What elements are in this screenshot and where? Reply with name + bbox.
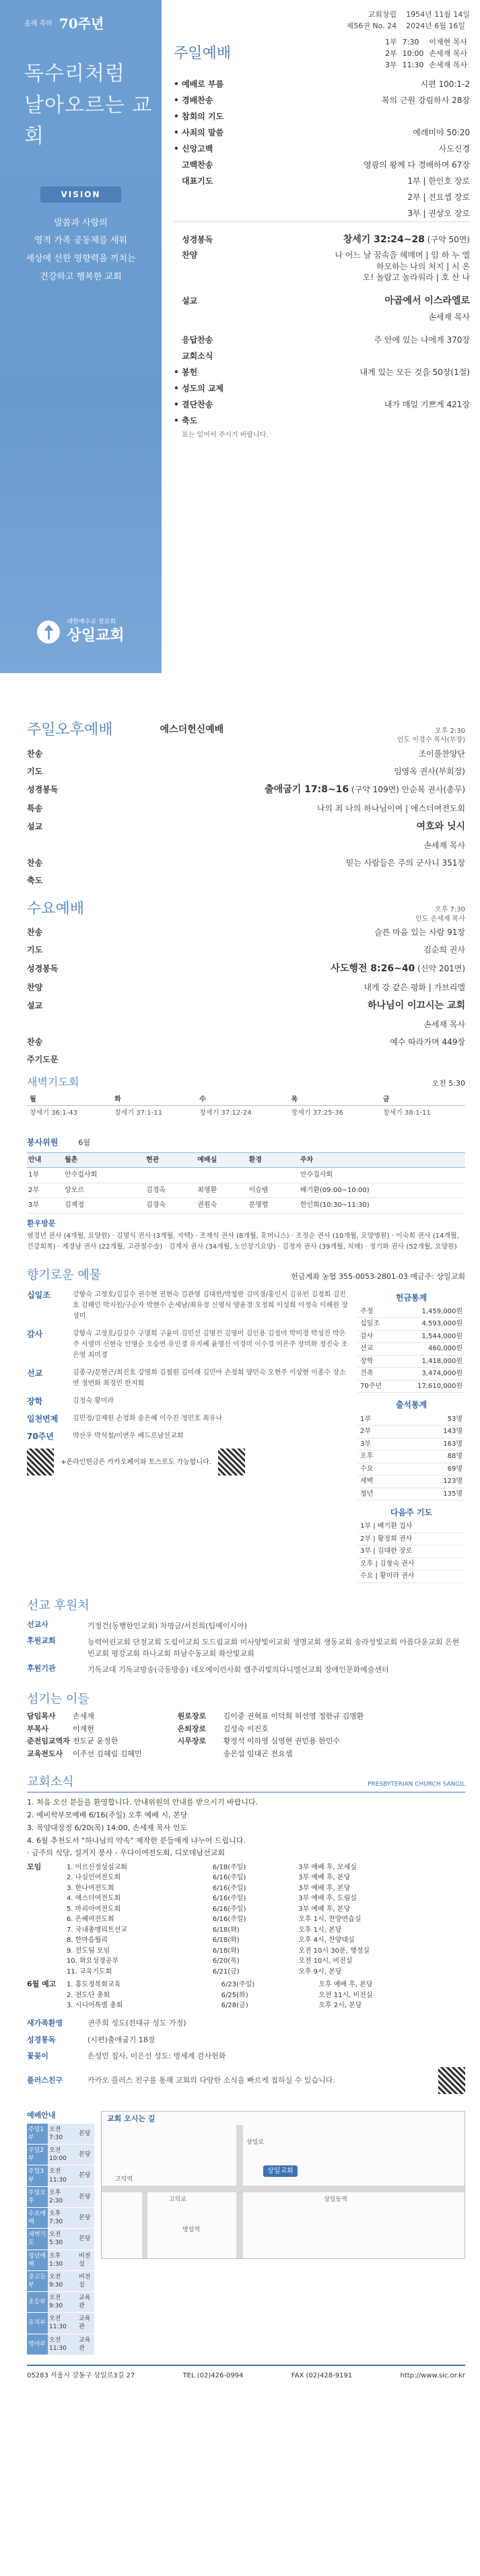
footer-fax: FAX (02)428-9191	[291, 2371, 353, 2379]
map-label: 고덕역	[115, 2175, 133, 2183]
sunday-order	[174, 77, 470, 440]
plus-friend-qr-icon[interactable]	[438, 2067, 465, 2094]
issue-label: 제56권 No. 24	[346, 21, 397, 30]
service-title: 봉사위원	[27, 1137, 59, 1147]
order-item: • 참회의 기도	[174, 111, 224, 121]
map-road-vertical-2	[142, 2192, 147, 2258]
table-row: 70주년 17,610,000원	[357, 1380, 465, 1393]
table-row: 2부 143명	[357, 1426, 465, 1438]
table-row: 주일1부 오전 7:30 본당	[27, 2124, 94, 2145]
service-section	[0, 1132, 480, 1253]
stand-note: 표는 일어서 주시기 바랍니다.	[182, 431, 269, 439]
offering-section	[0, 1267, 480, 1582]
next-prayer-title: 다음주 기도	[390, 1508, 433, 1518]
server-item: 교육전도사 이주선 김혜림 김혜민	[27, 1749, 142, 1759]
choir-line: 오! 놀랍고 놀라워라 | 호 산 나	[362, 272, 470, 282]
worship-guide	[27, 2111, 94, 2355]
order-item: • 경배찬송 복의 근원 강림하사 28장	[174, 95, 470, 105]
footer-section	[0, 2111, 480, 2380]
news-extra: 새가족환영 권주희 성도(전대규 성도 가정)	[27, 2018, 186, 2027]
june-label: 6월 예고	[27, 1980, 57, 1989]
server-item: 은퇴장로 김성숙 이진호	[177, 1724, 269, 1733]
cross-logo-icon	[37, 621, 60, 643]
wednesday-row: 주기도문	[27, 1055, 59, 1064]
table-row: 7. 국내총맹리트선교 6/18(화) 오후 1시, 본당	[66, 1926, 342, 1934]
order-item: 3부 | 권상오 장로	[174, 206, 470, 222]
anniversary-small: 올해 축하	[24, 20, 53, 28]
time-row: 1부 7:30 이재현 목사	[385, 38, 467, 46]
closing-row: • 결단찬송 내가 매일 기쁘게 421장	[174, 399, 470, 409]
missionary-section	[0, 1598, 480, 1678]
sermon-row: 설교 아곱에서 이스라엘로	[182, 295, 470, 306]
afternoon-row: 손세재 목사	[423, 841, 465, 851]
wednesday-row: 기도 김순희 권사	[27, 945, 465, 955]
benediction-row: • 축도	[174, 415, 198, 425]
table-row: 1부 안수집사회 안수집사회	[27, 1168, 465, 1183]
table-row: 2. 전도단 총회 6/25(화) 오전 11시, 비전실	[66, 1991, 373, 1999]
attendance-table	[357, 1414, 465, 1501]
map-label: 상일로	[246, 2138, 265, 2146]
table-row: 주일2부 오전 10:00 본당	[27, 2145, 94, 2165]
sermon-preacher: 손세재 목사	[428, 312, 470, 322]
toss-qr-icon[interactable]	[218, 1449, 245, 1475]
table-row: 오후 | 김창숙 권사	[357, 1558, 465, 1570]
offering-category: 선교 김종구/문현근/최진호 강명희 김철원 김미래 김민아 손정희 양민숙 오현주 이상현 이종수 장소연 정연화 최경민 한지희	[27, 1368, 346, 1387]
time-row: 3부 11:30 손세재 목사	[385, 60, 467, 69]
table-row: 8. 한마음월리 6/18(화) 오후 4시, 찬양대실	[66, 1937, 355, 1945]
table-row: 3. 한나여전도회 6/16(주일) 3부 예배 후, 본당	[66, 1884, 351, 1892]
vision-line: 세상에 선한 영향력을 끼치는	[26, 253, 136, 264]
server-item: 담임목사 손세재	[27, 1711, 94, 1720]
servers-title: 섬기는 이들	[27, 1692, 90, 1706]
kakaopay-qr-icon[interactable]	[27, 1449, 54, 1475]
table-row: 4. 에스더여전도회 6/16(주일) 3부 예배 후, 도림실	[66, 1895, 357, 1903]
wednesday-row: 찬양 내게 강 같은 평화 | 가브리엘	[27, 982, 465, 992]
table-row: 1부 53명	[357, 1414, 465, 1426]
offering-account: 헌금계좌 농협 355-0053-2801-03 예금주: 상일교회	[291, 1272, 465, 1282]
server-item: 부목사 이재현	[27, 1724, 94, 1733]
table-row: 감사 1,544,000원	[357, 1330, 465, 1343]
table-row: 유치부 오전 11:30 교육관	[27, 2313, 94, 2334]
footer-contact	[27, 2365, 465, 2381]
sunday-title: 주일예배	[174, 45, 232, 62]
servers-section	[0, 1692, 480, 1760]
list-item: 4. 6월 추천도서 "하나님의 약속" 제작한 분들에게 나누어 드립니다.	[27, 1836, 246, 1845]
founded-date: 1954년 11월 14일	[406, 10, 470, 19]
afternoon-row: 성경봉독 출애굽기 17:8~16 (구약 109면) 안순복 권사(총무)	[27, 784, 465, 796]
scripture-ref: 창세기 32:24~28	[343, 234, 425, 245]
preacher-row	[174, 310, 470, 326]
table-row: 청년예배 오후 1:30 비전실	[27, 2250, 94, 2270]
afternoon-time: 오후 2:30	[435, 727, 465, 735]
attendance-title: 출석통계	[395, 1400, 427, 1410]
wednesday-leader: 인도 손세재 목사	[415, 915, 465, 923]
afternoon-section	[0, 720, 480, 890]
table-row: 건축 3,474,000원	[357, 1368, 465, 1381]
fellowship-row: • 성도의 교제	[174, 383, 224, 393]
table-row: 중고등부 오전 9:30 비전실	[27, 2270, 94, 2291]
table-row: 영아부 오전 11:30 교육관	[27, 2334, 94, 2355]
choir-line: 나 어느 날 꿈속을 헤매며 | 임 하 누 엘	[335, 250, 470, 260]
table-row: 수요 | 황미라 권사	[357, 1570, 465, 1583]
service-month: 6월	[78, 1138, 90, 1147]
meetings-table	[64, 1863, 465, 1978]
slogan-line-2: 날아오르는 교회	[24, 93, 153, 148]
table-row: 2. 나실인여전도회 6/16(주일) 3부 예배 후, 본당	[66, 1874, 351, 1882]
response-row: 응답찬송 주 안에 있는 나에게 370장	[182, 335, 470, 345]
missionary-title: 선교 후원처	[27, 1598, 90, 1613]
table-row: 수요 69명	[357, 1463, 465, 1475]
anniversary-offering: 70주년 박산우 박석철/이연우 베드로남선교회	[27, 1432, 184, 1442]
afternoon-row: 찬송 조이풀찬양단	[27, 749, 465, 759]
table-row: 수요예배 오후 7:30 본당	[27, 2207, 94, 2228]
issue-info	[174, 0, 470, 32]
list-item: 3. 목양대장정 6/20(목) 14:00, 손세재 목사 인도	[27, 1823, 188, 1832]
wednesday-row: 성경봉독 사도행전 8:26~40 (신약 201면)	[27, 963, 465, 974]
offering-category: 일천번제 김민정/김재원 손정화 송은혜 이수진 정민호 최유나	[27, 1414, 223, 1424]
offering-row: • 봉헌 내게 있는 모든 것을 50장(1절)	[174, 367, 470, 377]
missionary-row: 후원교회 능력어린교회 단정교회 도림이교회 도드림교회 미사양빛이교회 생명교회 생동교회 송라성빛교회 아름다운교회 은현빈교회 평강교회 하나교회 하남수동교회 화산빛교회	[27, 1636, 460, 1659]
offering-category: 십일조 강항숙 고정호/김길수 권수현 권현숙 김관영 김대한/박청란 김미경/홍인지 김유빈 김정희 김진호 김해인 박지원/구순자 박현수 손세남/최유정 신영식 양윤경 오정희 이성희 이정숙 이해원 장성미	[27, 1290, 348, 1320]
table-row: 십일조 4,593,000원	[357, 1318, 465, 1331]
scripture-row: 성경봉독 창세기 32:24~28 (구약 50면)	[182, 234, 470, 245]
order-item: • 사죄의 말씀 예레미야 50:20	[174, 127, 470, 137]
list-item: 2. 예비학부모예배 6/16(주일) 오후 예배 시, 본당	[27, 1811, 188, 1820]
choir-line: 하모하는 나의 처지 | 시 온	[376, 261, 470, 271]
founded-label: 교회창립	[368, 10, 397, 19]
wednesday-row: 손세재 목사	[423, 1019, 465, 1029]
table-row: 주정 1,459,000원	[357, 1306, 465, 1318]
online-offering-note: +온라인헌금은 카카오페이와 토스로도 가능합니다.	[61, 1458, 211, 1466]
slogan-line-1: 독수리처럼	[24, 62, 125, 85]
map-label: 고덕로	[169, 2196, 187, 2203]
location-map[interactable]	[101, 2111, 465, 2259]
order-item: 2부 | 전요셉 장로	[407, 192, 470, 202]
afternoon-row: 설교 여호와 닛시	[27, 821, 465, 833]
vision-line: 건강하고 행복한 교회	[40, 271, 122, 282]
server-item: 준전임교역자 전도균 윤정한	[27, 1737, 118, 1746]
map-road-vertical	[236, 2125, 243, 2258]
table-row: 10. 화요성경공부 6/20(목) 오전 10시, 비전실	[66, 1957, 353, 1965]
dawn-title: 새벽기도회	[27, 1076, 79, 1089]
afternoon-row: 축도	[27, 876, 43, 886]
order-item: • 신앙고백 사도신경	[174, 143, 470, 153]
list-item: 1. 처음 오신 분들을 환영합니다. 안내위원의 안내를 받으시기 바랍니다.	[27, 1798, 258, 1807]
wednesday-time: 오후 7:30	[435, 906, 465, 914]
sidebar	[0, 0, 162, 673]
servers-grid	[27, 1712, 465, 1760]
table-row: 3부 김재정 김경숙 권원숙 문명렬 한인회(10:30~11:30)	[27, 1198, 465, 1214]
scripture-note: (구약 50면)	[427, 234, 470, 244]
afternoon-row: 특송 나의 죄 나의 하나님이여 | 에스더여전도회	[27, 803, 465, 813]
dawn-time: 오전 5:30	[432, 1079, 465, 1088]
anniversary-badge	[0, 0, 162, 33]
table-row: 2부 상모르 김경옥 최영환 이승범 배기환(09:00~10:00)	[27, 1183, 465, 1198]
top-section	[0, 0, 480, 727]
footer-web[interactable]: http://www.sic.or.kr	[400, 2371, 465, 2379]
meetings-label: 모임	[27, 1862, 42, 1871]
order-item: • 예배로 부름 시편 100:1-2	[174, 79, 470, 89]
table-row: 장학 1,418,000원	[357, 1355, 465, 1368]
table-row: 5. 마리아여전도회 6/16(주일) 3부 예배 후, 본당	[66, 1905, 351, 1913]
table-row: 2부 | 황정희 권사	[357, 1533, 465, 1545]
dawn-section	[0, 1075, 480, 1121]
table-row: 주일오후 오후 2:30 본당	[27, 2186, 94, 2207]
wednesday-row: 설교 하나님이 이끄시는 교회	[27, 1000, 465, 1011]
table-row: 초등부 오전 9:30 교육관	[27, 2292, 94, 2313]
table-row: 1부 | 배기환 집사	[357, 1521, 465, 1533]
news-title: 교회소식	[27, 1775, 74, 1790]
list-item: · 금주의 식당, 설거지 봉사 - 우다이여전도회, 디모데남선교회	[27, 1848, 225, 1858]
afternoon-title: 주일오후예배	[27, 722, 113, 738]
table-row: 3부 163명	[357, 1438, 465, 1451]
news-extra: 플러스친구 카카오 플러스 친구를 통해 교회의 다양한 소식을 빠르게 접하실 수 있습니다.	[27, 2065, 465, 2096]
news-tagline: PRESBYTERIAN CHURCH SANGIL	[368, 1781, 465, 1788]
vision-line: 영적 가족 공동체를 세워	[34, 236, 127, 246]
footer-address: 05283 서울시 강동구 상일로3길 27	[27, 2371, 135, 2379]
news-extra: 꽃꽂이 손성민 집사, 이은선 성도: 명세계 감사헌화	[27, 2052, 226, 2061]
service-table: 안내 월촌 현관 예배실 환경 주차 1부 안수집사회 안수집사회 2부 상모르 김경옥 최영환 이승범 배기환(09:00~10:00) 3부 김재정 김경숙 권원숙 문명렬 한인회(10:30~11:30)	[27, 1152, 465, 1214]
notices-row: 교회소식	[182, 351, 213, 361]
church-pin-icon: 상일교회	[263, 2165, 298, 2178]
issue-date: 2024년 6월 16일	[406, 21, 466, 30]
table-row: 3. 시니어특별 총회 6/28(금) 오후 2시, 본당	[66, 2002, 362, 2010]
table-row: 오후 88명	[357, 1451, 465, 1463]
sermon-title: 아곱에서 이스라엘로	[384, 295, 470, 306]
offering-title: 향기로운 예물	[27, 1268, 102, 1283]
choir-row: 찬양 나 어느 날 꿈속을 헤매며 | 임 하 누 엘 하모하는 나의 처지 | 시 온 오! 놀랍고 놀라워라 | 호 산 나	[182, 250, 470, 282]
table-row: 1. 홍도정목회교육 6/23(주일) 오후 예배 후, 본당	[66, 1981, 373, 1989]
afternoon-row: 찬송 믿는 사람들은 주의 군사니 351장	[27, 858, 465, 868]
wednesday-title: 수요예배	[27, 900, 85, 917]
anniversary-title: 70주년	[59, 15, 104, 32]
logo-denomination: 대한예수교 장로회	[67, 619, 116, 626]
worship-guide-title: 예배안내	[27, 2110, 56, 2120]
table-row: 3부 | 김대한 장로	[357, 1545, 465, 1558]
church-logo	[0, 618, 162, 646]
table-row: 새벽기도 오전 5:30 본당	[27, 2229, 94, 2250]
news-list	[27, 1797, 465, 1859]
table-row: 1. 어르신정성심교회 6/18(주일) 3부 예배 후, 모세실	[66, 1863, 357, 1871]
worship-guide-table	[27, 2124, 94, 2355]
sunday-column	[174, 0, 470, 440]
map-road-horizontal	[102, 2186, 465, 2192]
wednesday-row: 찬송 예수 따라가며 449장	[27, 1037, 465, 1047]
offering-stats-table	[357, 1306, 465, 1393]
map-label: 상일동역	[324, 2196, 347, 2203]
dawn-schedule: 월 화 수 목 금 창세기 36:1-43 창세기 37:1-11 창세기 37:12-24 창세기 37:25-36 창세기 38:1-11	[27, 1094, 465, 1121]
server-item: 원로장로 김이중 권혁표 이덕희 허선영 정한규 김명환	[177, 1711, 364, 1720]
footer-tel: TEL (02)426-0994	[182, 2371, 244, 2379]
table-row: 9. 전도팀 모임 6/18(화) 오전 10시 30분, 행정실	[66, 1947, 370, 1955]
vision-line: 말씀과 사랑의	[54, 217, 108, 228]
visit-text: 염경년 권사 (4개월, 요양원) · 김명식 권사 (3개월, 자택) · 조재식 권사 (8개월, 휴머니스) · 조정순 권사 (10개월, 요양병원) · 이숙희 권사 (14개월, 건강회복) · 계경남 권사 (22개월, 고관절수술) · 김계자 권사 (34개월, 노인장기요양) · 김정자 권사 (39개월, 치매) · 정기화 권사 (52개월, 요양원)	[27, 1232, 459, 1251]
vision-text	[13, 215, 148, 287]
june-table	[64, 1980, 465, 2011]
slogan	[24, 59, 162, 153]
vision-label: VISION	[40, 186, 121, 203]
order-item: 대표기도 1부 | 한인호 장로	[182, 176, 470, 186]
offering-category: 장학 김정숙 황미라	[27, 1396, 114, 1406]
news-section	[0, 1774, 480, 2096]
visit-label: 환우방문	[27, 1218, 56, 1228]
news-extra: 성경통독 (시편)출애굽기 18장	[27, 2035, 156, 2044]
afternoon-subtitle: 에스더헌신예배	[160, 724, 224, 736]
table-row: 주일3부 오전 11:30 본당	[27, 2165, 94, 2186]
logo-church-name: 상일교회	[67, 627, 125, 645]
server-item: 송은섭 임대곤 전요셉	[223, 1749, 293, 1759]
afternoon-row: 기도 임영옥 권사(부회장)	[27, 766, 465, 776]
table-row: 선교 460,000원	[357, 1343, 465, 1356]
table-row: 11. 교육기도회 6/21(금) 오후 9시, 본당	[66, 1968, 342, 1976]
table-row: 6. 은혜여전도회 6/16(주일) 오후 1시, 찬양연습실	[66, 1916, 362, 1924]
offering-stats-title: 헌금통계	[395, 1292, 427, 1302]
order-item: 고백찬송 영광의 왕께 다 경배하며 67장	[182, 160, 470, 170]
table-row: 청년 135명	[357, 1488, 465, 1500]
statistics-box	[357, 1290, 465, 1583]
time-row: 2부 10:00 손세재 목사	[385, 48, 467, 58]
wednesday-row: 찬송 슬픈 마음 있는 사람 91장	[27, 928, 465, 938]
worship-times	[382, 37, 470, 71]
map-title: 교회 오시는 길	[107, 2114, 156, 2123]
map-label: 명일역	[182, 2226, 201, 2233]
server-item: 시무장로 황정석 이하영 심영현 권민용 한민수	[177, 1737, 341, 1746]
table-row: 새벽 123명	[357, 1475, 465, 1488]
wednesday-section	[0, 899, 480, 1069]
afternoon-leader: 인도 이경수 목사(부장)	[397, 736, 465, 744]
missionary-row: 후원기관 기독교대 기독교방송(극동방송) 네오에이런사회 캠주리빛의다니엘선교회 장애인문화예술센터	[27, 1663, 389, 1674]
offering-category: 감사 강항숙 고정호/김길수 구명희 구윤미 김민선 김명진 김영미 김인용 김정미 박미경 박성진 박은주 서영미 신현숙 안명순 오승연 유인경 유지혜 윤영신 이경미 이수경 이은주 장미화 정진숙 조은영 최미경	[27, 1329, 348, 1359]
missionary-row: 선교사 기정건(동행한인교회) 차명금/서진희(팀예이시아)	[27, 1620, 247, 1631]
next-prayer-table	[357, 1521, 465, 1583]
